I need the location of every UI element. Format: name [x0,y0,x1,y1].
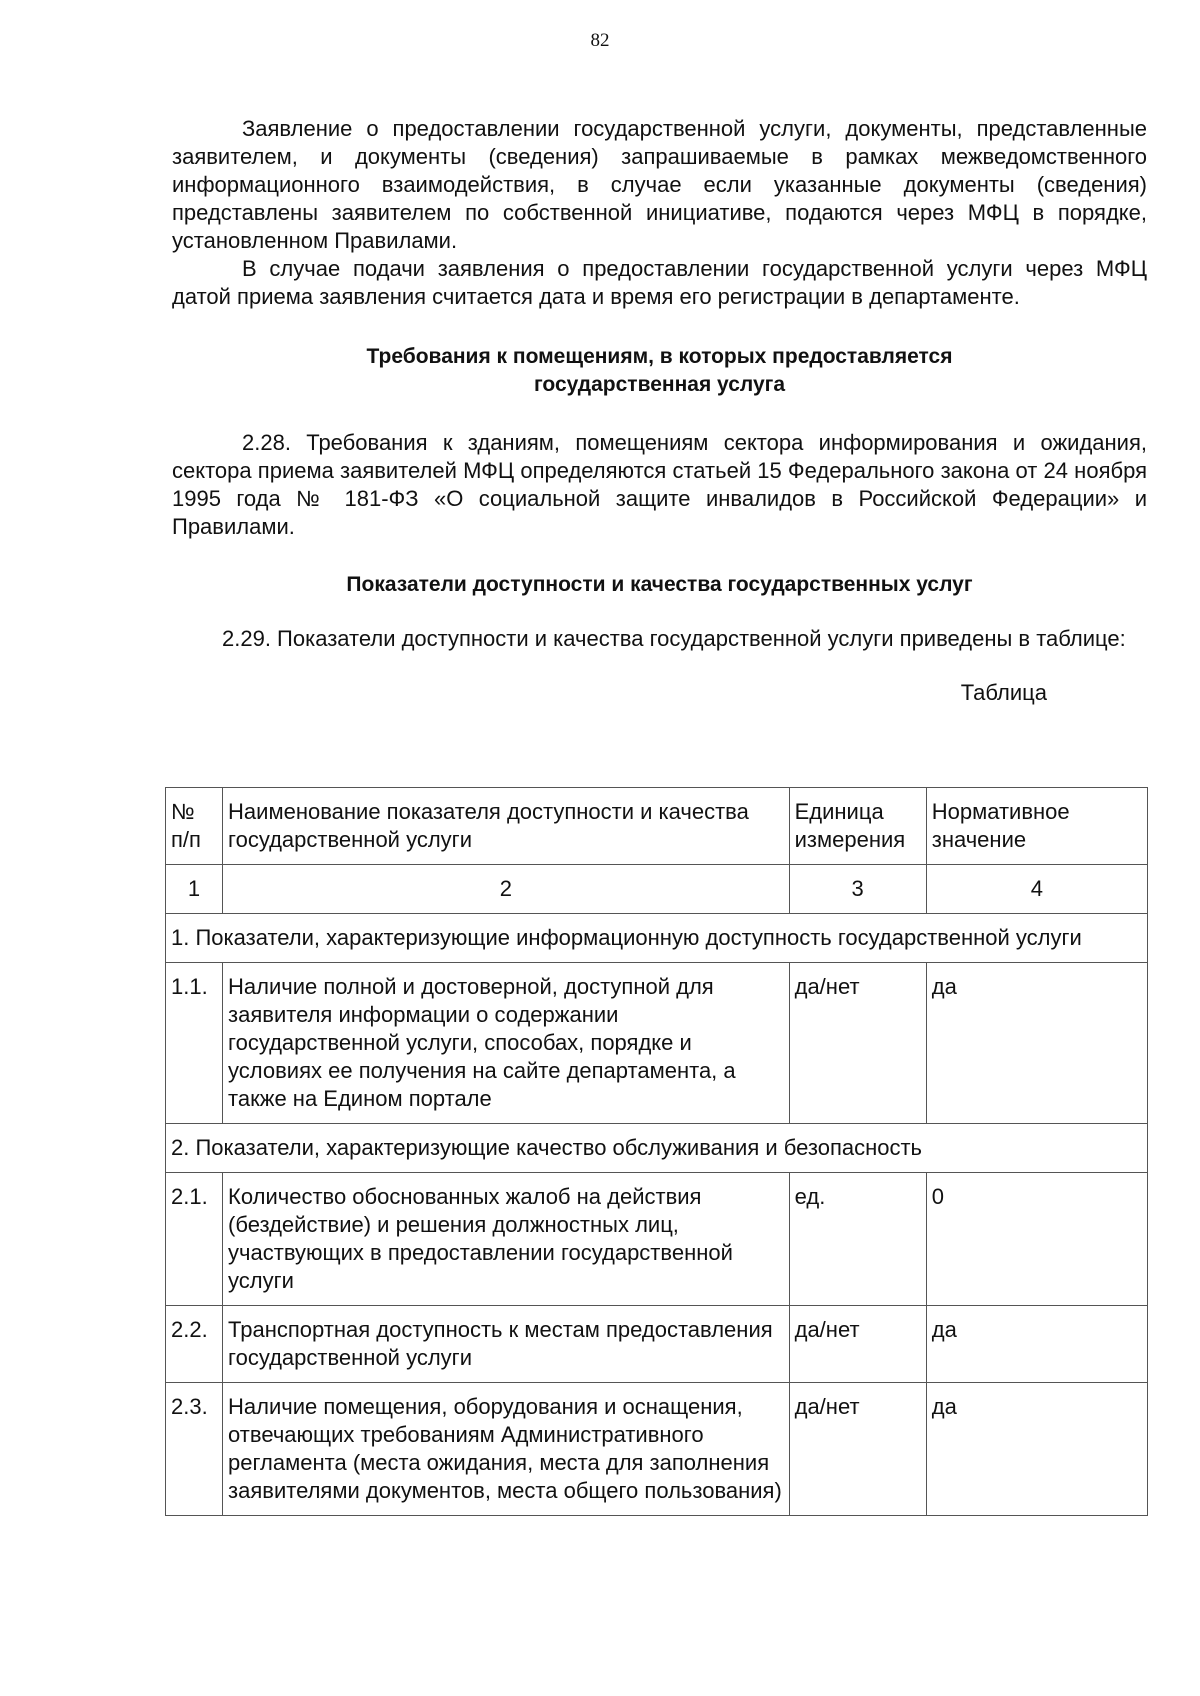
row-name: Наличие помещения, оборудования и оснащения, отвечающих требованиям Административного регламента (места ожидания, места для заполнения заявителями документов, места общего пользования) [223,1383,790,1516]
table-section-row [166,914,1148,963]
section-title: 1. Показатели, характеризующие информационную доступность государственной услуги [166,914,1148,963]
row-unit: ед. [789,1173,926,1306]
col-number: 1 [166,865,223,914]
header-unit: Единица измерения [789,788,926,865]
indicators-table [165,787,1148,1516]
heading-premises-line2: государственная услуга [533,373,786,396]
row-norm: 0 [926,1173,1147,1306]
col-number: 2 [223,865,790,914]
row-num: 2.2. [166,1306,223,1383]
row-unit: да/нет [789,1383,926,1516]
heading-indicators: Показатели доступности и качества государственных услуг [346,573,973,596]
document-body [172,115,1147,707]
header-norm: Нормативное значение [926,788,1147,865]
col-number: 3 [789,865,926,914]
spacer [172,541,1147,571]
spacer [172,311,1147,343]
table-caption: Таблица [960,680,1047,705]
row-norm: да [926,963,1147,1124]
header-num: № п/п [166,788,223,865]
row-num: 1.1. [166,963,223,1124]
header-name: Наименование показателя доступности и качества государственной услуги [223,788,790,865]
row-name: Наличие полной и достоверной, доступной для заявителя информации о содержании государственной услуги, способах, порядке и условиях ее получения на сайте департамента, а также на Едином портале [223,963,790,1124]
heading-premises-line1: Требования к помещениям, в которых предоставляется [366,345,953,368]
spacer [172,599,1147,625]
row-name: Количество обоснованных жалоб на действия (бездействие) и решения должностных лиц, участвующих в предоставлении государственной услуги [223,1173,790,1306]
paragraph-mfc-date: В случае подачи заявления о предоставлении государственной услуги через МФЦ датой приема заявления считается дата и время его регистрации в департаменте. [172,256,1147,309]
paragraph-2-28: 2.28. Требования к зданиям, помещениям сектора информирования и ожидания, сектора приема заявителей МФЦ определяются статьей 15 Федерального закона от 24 ноября 1995 года № 181-ФЗ «О социальной защите инвалидов в Российской Федерации» и Правилами. [172,430,1147,539]
table-row [166,1306,1148,1383]
row-unit: да/нет [789,963,926,1124]
section-title: 2. Показатели, характеризующие качество обслуживания и безопасность [166,1124,1148,1173]
paragraph-2-29: 2.29. Показатели доступности и качества государственной услуги приведены в таблице: [222,626,1126,651]
table-section-row [166,1124,1148,1173]
table-row [166,1383,1148,1516]
paragraph-application-submission: Заявление о предоставлении государственной услуги, документы, представленные заявителем, и документы (сведения) запрашиваемые в рамках межведомственного информационного взаимодействия, в случае если указанные документы (сведения) представлены заявителем по собственной инициативе, подаются через МФЦ в порядке, установленном Правилами. [172,116,1147,253]
row-num: 2.3. [166,1383,223,1516]
col-number: 4 [926,865,1147,914]
table-row [166,963,1148,1124]
row-num: 2.1. [166,1173,223,1306]
table-row [166,1173,1148,1306]
row-norm: да [926,1383,1147,1516]
row-unit: да/нет [789,1306,926,1383]
spacer [172,653,1147,679]
table-column-numbers-row [166,865,1148,914]
table-header-row [166,788,1148,865]
row-name: Транспортная доступность к местам предоставления государственной услуги [223,1306,790,1383]
page-number: 82 [590,30,610,51]
row-norm: да [926,1306,1147,1383]
spacer [172,399,1147,429]
